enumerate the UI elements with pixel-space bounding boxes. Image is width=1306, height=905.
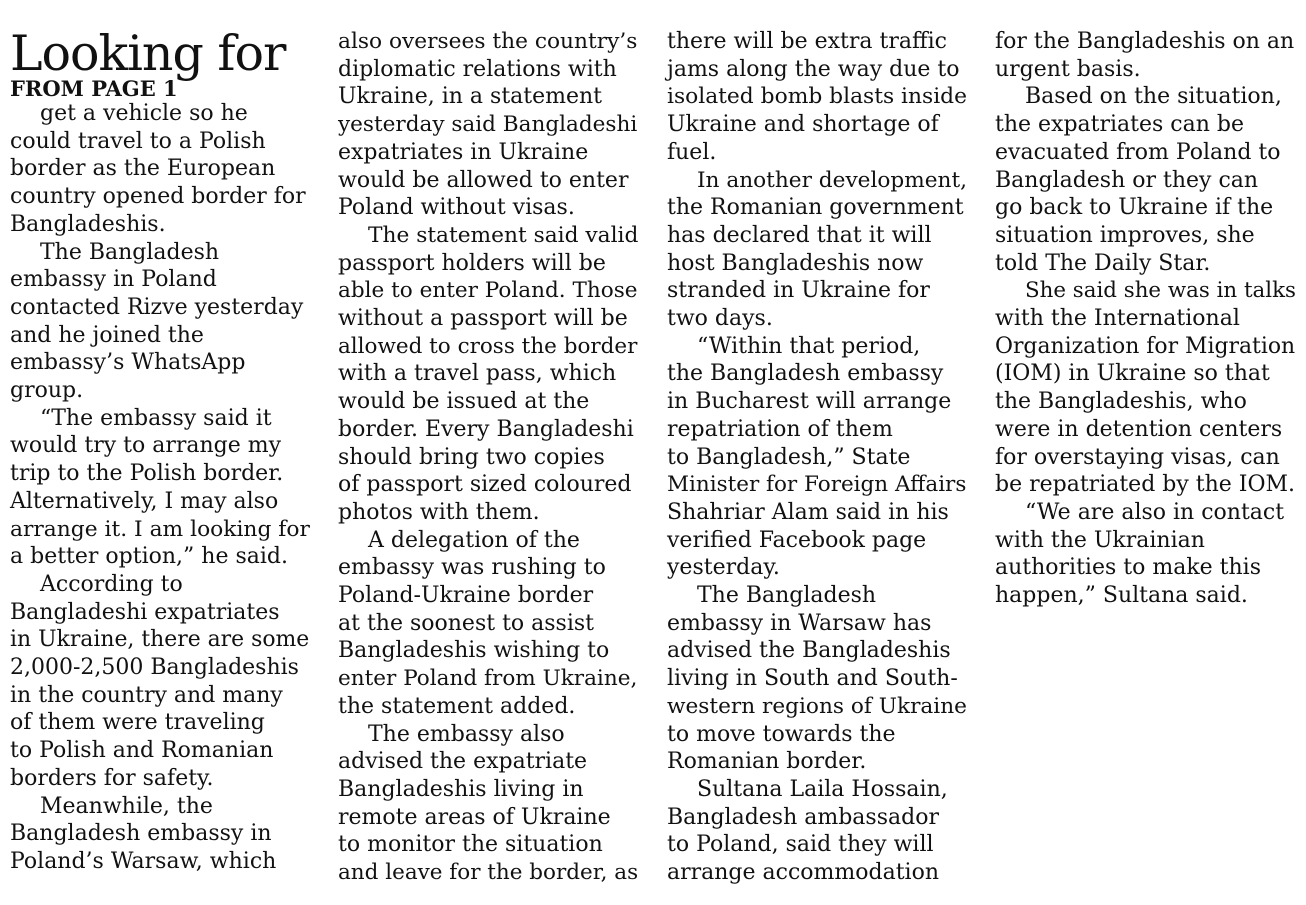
- text-line: be repatriated by the IOM.: [995, 472, 1296, 498]
- article-column-2: [338, 28, 638, 887]
- paragraph: [10, 239, 310, 405]
- text-line: enter Poland from Ukraine,: [338, 666, 638, 692]
- text-line: for the Bangladeshis on an: [995, 29, 1295, 54]
- text-line: trip to the Polish border.: [10, 461, 284, 487]
- paragraph: [667, 776, 967, 887]
- text-line: 2,000-2,500 Bangladeshis: [10, 655, 299, 681]
- text-line: without a passport will be: [338, 306, 628, 332]
- text-line: and leave for the border, as: [338, 860, 639, 886]
- text-line: Poland without visas.: [338, 195, 575, 221]
- paragraph: [995, 28, 1295, 83]
- text-line: at the soonest to assist: [338, 610, 595, 636]
- text-line: to Polish and Romanian: [10, 738, 274, 764]
- text-line: embassy in Warsaw has: [667, 610, 932, 636]
- paragraph: [10, 100, 310, 239]
- text-line: go back to Ukraine if the: [995, 195, 1274, 221]
- text-line: group.: [10, 378, 84, 404]
- text-line: Bangladeshi expatriates: [10, 599, 280, 625]
- article-column-4: [995, 28, 1295, 610]
- paragraph: [667, 582, 967, 776]
- text-line: could travel to a Polish: [10, 128, 266, 154]
- text-line: in Ukraine, there are some: [10, 627, 310, 653]
- text-line: In another development,: [697, 167, 968, 193]
- text-line: able to enter Poland. Those: [338, 278, 638, 304]
- text-line: embassy was rushing to: [338, 555, 606, 581]
- text-line: should bring two copies: [338, 444, 605, 470]
- text-line: Poland-Ukraine border: [338, 583, 594, 609]
- text-line: fuel.: [667, 139, 717, 165]
- text-line: also oversees the country’s: [338, 29, 638, 54]
- jump-line: FROM PAGE 1: [10, 76, 178, 101]
- text-line: advised the expatriate: [338, 749, 588, 775]
- text-line: to Poland, said they will: [667, 832, 934, 858]
- text-line: the Romanian government: [667, 195, 964, 221]
- text-line: would try to arrange my: [10, 433, 282, 459]
- text-line: Bangladeshis wishing to: [338, 638, 610, 664]
- text-line: the expatriates can be: [995, 112, 1245, 138]
- text-line: passport holders will be: [338, 250, 606, 276]
- text-line: country opened border for: [10, 184, 306, 210]
- text-line: to Bangladesh,” State: [667, 444, 911, 470]
- text-line: of passport sized coloured: [338, 472, 632, 498]
- text-line: Based on the situation,: [1025, 84, 1282, 110]
- text-line: “The embassy said it: [40, 405, 272, 431]
- text-line: to move towards the: [667, 721, 896, 747]
- text-line: The embassy also: [368, 721, 565, 747]
- text-line: She said she was in talks: [1025, 278, 1296, 304]
- text-line: happen,” Sultana said.: [995, 583, 1248, 609]
- paragraph: [10, 571, 310, 793]
- text-line: The Bangladesh: [697, 583, 877, 609]
- text-line: to monitor the situation: [338, 832, 603, 858]
- text-line: Ukraine, in a statement: [338, 84, 603, 110]
- text-line: urgent basis.: [995, 56, 1141, 82]
- text-line: verified Facebook page: [667, 527, 927, 553]
- text-line: told The Daily Star.: [995, 250, 1211, 276]
- text-line: allowed to cross the border: [338, 333, 638, 359]
- article-column-3: [667, 28, 967, 887]
- text-line: The statement said valid: [368, 222, 639, 248]
- text-line: (IOM) in Ukraine so that: [995, 361, 1270, 387]
- text-line: Minister for Foreign Affairs: [667, 472, 967, 498]
- text-line: Shahriar Alam said in his: [667, 499, 949, 525]
- paragraph: [995, 277, 1295, 499]
- text-line: remote areas of Ukraine: [338, 804, 611, 830]
- paragraph: [338, 721, 638, 887]
- text-line: western regions of Ukraine: [667, 693, 967, 719]
- text-line: Bangladeshis.: [10, 211, 166, 237]
- text-line: has declared that it will: [667, 222, 932, 248]
- column-3-body: [667, 28, 967, 887]
- text-line: with a travel pass, which: [338, 361, 617, 387]
- text-line: and he joined the: [10, 322, 204, 348]
- text-line: get a vehicle so he: [40, 101, 248, 126]
- text-line: would be issued at the: [338, 389, 590, 415]
- text-line: Sultana Laila Hossain,: [697, 776, 948, 802]
- paragraph: [667, 333, 967, 582]
- text-line: the statement added.: [338, 693, 576, 719]
- text-line: advised the Bangladeshis: [667, 638, 951, 664]
- text-line: border as the European: [10, 156, 276, 182]
- text-line: would be allowed to enter: [338, 167, 629, 193]
- paragraph: [995, 83, 1295, 277]
- text-line: diplomatic relations with: [338, 56, 617, 82]
- text-line: host Bangladeshis now: [667, 250, 924, 276]
- headline: Looking for: [10, 25, 286, 82]
- text-line: arrange it. I am looking for: [10, 516, 310, 542]
- text-line: repatriation of them: [667, 416, 893, 442]
- text-line: Bangladeshis living in: [338, 776, 584, 802]
- text-line: yesterday.: [667, 555, 780, 581]
- article-column-1: [10, 25, 310, 876]
- text-line: According to: [40, 571, 183, 597]
- text-line: Alternatively, I may also: [10, 488, 279, 514]
- text-line: there will be extra traffic: [667, 29, 947, 54]
- text-line: evacuated from Poland to: [995, 139, 1281, 165]
- text-line: Bangladesh or they can: [995, 167, 1259, 193]
- column-2-body: [338, 28, 638, 887]
- paragraph: [10, 793, 310, 876]
- text-line: of them were traveling: [10, 710, 265, 736]
- paragraph: [995, 499, 1295, 610]
- text-line: jams along the way due to: [667, 56, 960, 82]
- text-line: A delegation of the: [368, 527, 580, 553]
- text-line: Ukraine and shortage of: [667, 112, 939, 138]
- paragraph: [667, 167, 967, 333]
- text-line: arrange accommodation: [667, 860, 939, 886]
- text-line: situation improves, she: [995, 222, 1255, 248]
- text-line: were in detention centers: [995, 416, 1283, 442]
- text-line: “We are also in contact: [1025, 499, 1285, 525]
- text-line: border. Every Bangladeshi: [338, 416, 634, 442]
- text-line: embassy in Poland: [10, 267, 217, 293]
- text-line: photos with them.: [338, 499, 540, 525]
- text-line: borders for safety.: [10, 765, 214, 791]
- text-line: Organization for Migration: [995, 333, 1296, 359]
- text-line: a better option,” he said.: [10, 544, 288, 570]
- text-line: Meanwhile, the: [40, 793, 213, 819]
- text-line: with the International: [995, 306, 1240, 332]
- paragraph: [338, 527, 638, 721]
- text-line: The Bangladesh: [40, 239, 220, 265]
- text-line: for overstaying visas, can: [995, 444, 1280, 470]
- text-line: “Within that period,: [697, 333, 921, 359]
- text-line: the Bangladesh embassy: [667, 361, 944, 387]
- text-line: isolated bomb blasts inside: [667, 84, 967, 110]
- text-line: authorities to make this: [995, 555, 1262, 581]
- text-line: the Bangladeshis, who: [995, 389, 1247, 415]
- text-line: contacted Rizve yesterday: [10, 294, 304, 320]
- paragraph: [10, 405, 310, 571]
- text-line: Poland’s Warsaw, which: [10, 848, 277, 874]
- text-line: yesterday said Bangladeshi: [338, 112, 638, 138]
- paragraph: [338, 222, 638, 527]
- text-line: embassy’s WhatsApp: [10, 350, 246, 376]
- text-line: stranded in Ukraine for: [667, 278, 930, 304]
- text-line: expatriates in Ukraine: [338, 139, 589, 165]
- paragraph: [338, 28, 638, 222]
- column-4-body: [995, 28, 1295, 610]
- column-1-body: [10, 100, 310, 876]
- text-line: with the Ukrainian: [995, 527, 1205, 553]
- text-line: two days.: [667, 306, 773, 332]
- text-line: Bangladesh ambassador: [667, 804, 939, 830]
- text-line: in Bucharest will arrange: [667, 389, 952, 415]
- text-line: in the country and many: [10, 682, 283, 708]
- text-line: living in South and South-: [667, 666, 958, 692]
- paragraph: [667, 28, 967, 167]
- text-line: Romanian border.: [667, 749, 867, 775]
- text-line: Bangladesh embassy in: [10, 821, 272, 847]
